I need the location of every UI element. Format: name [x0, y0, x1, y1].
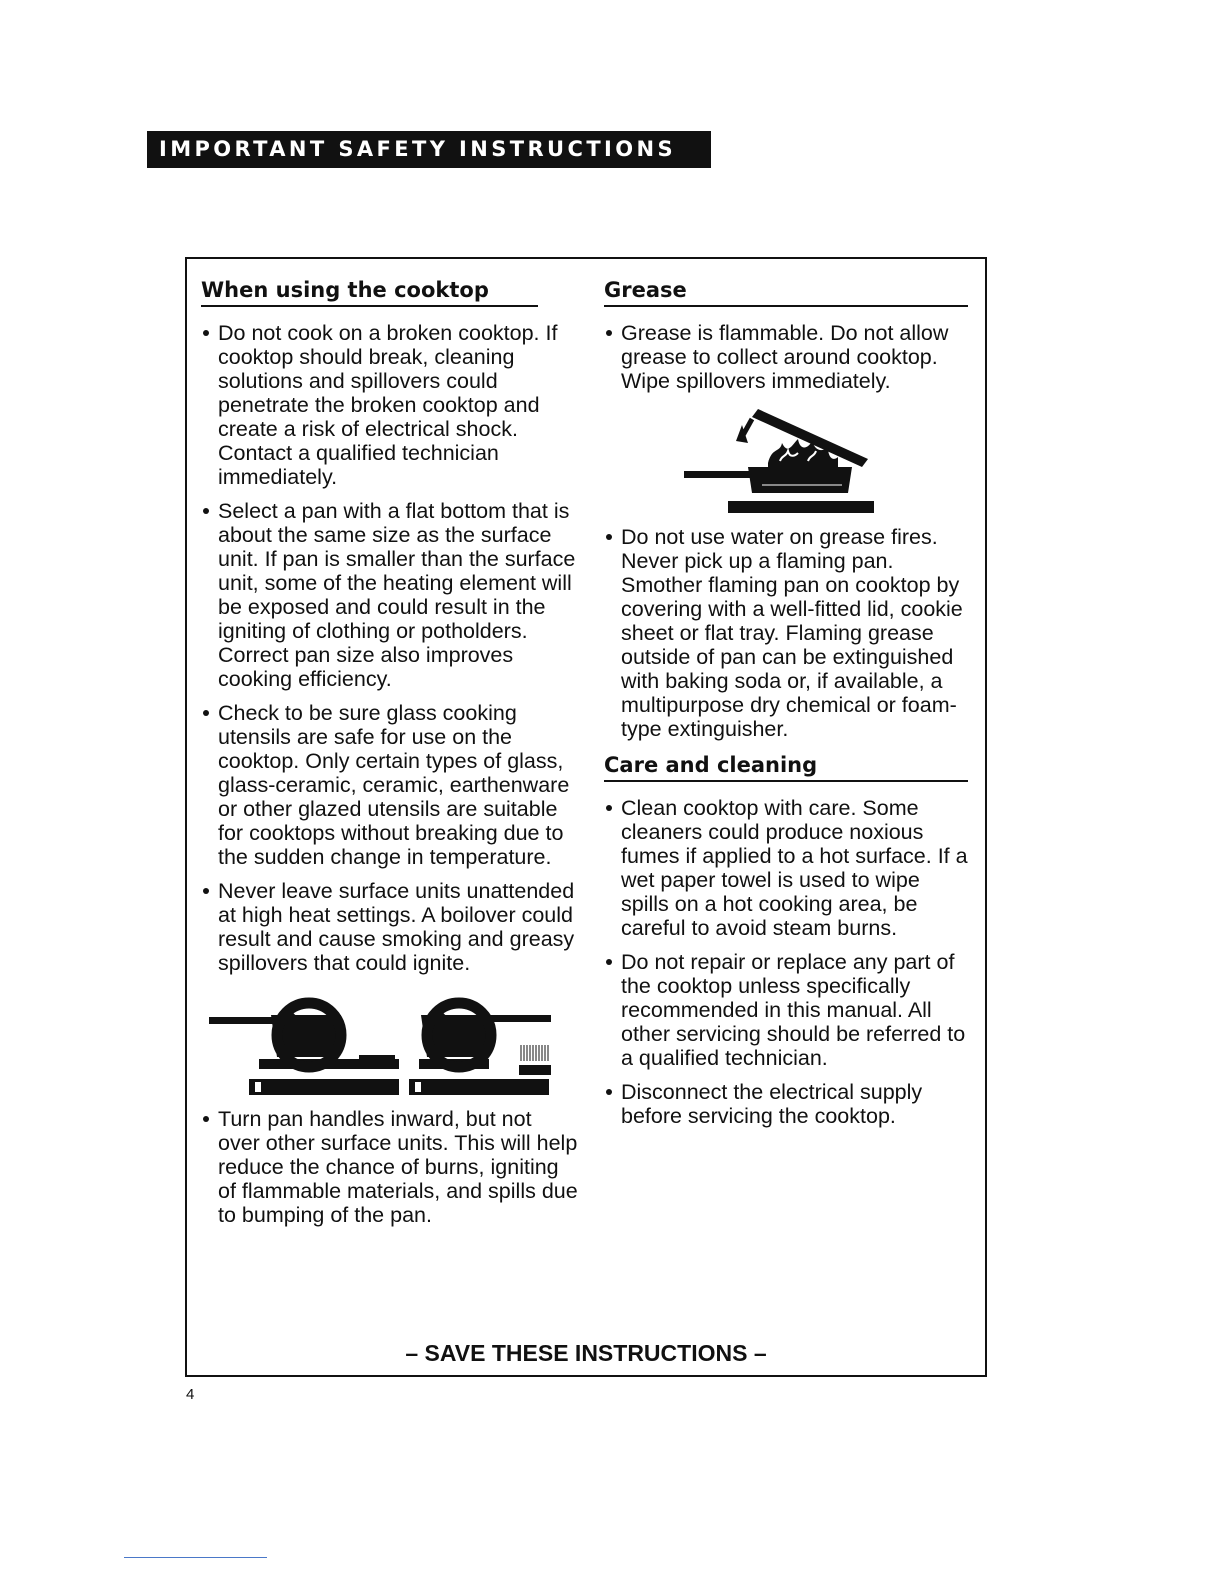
section-header-title: IMPORTANT SAFETY INSTRUCTIONS — [159, 137, 677, 161]
grease-bullet-list — [604, 321, 968, 393]
cooktop-section-title: When using the cooktop — [201, 276, 538, 307]
section-header-bar — [147, 131, 711, 168]
right-column — [604, 276, 968, 1138]
cooktop-bullet-list — [201, 321, 579, 975]
list-item: Do not cook on a broken cooktop. If cooktop should break, cleaning solutions and spillovers could penetrate the broken cooktop and create a risk of electrical shock. Contact a qualified technician immediately. — [201, 321, 579, 489]
save-instructions-footer: – SAVE THESE INSTRUCTIONS – — [405, 1340, 767, 1366]
grease-section-title: Grease — [604, 276, 968, 307]
list-item: Select a pan with a flat bottom that is about the same size as the surface unit. If pan is smaller than the surface unit, some of the heating element will be exposed and could result in the igniting of clothing or potholders. Correct pan size also improves cooking efficiency. — [201, 499, 579, 691]
list-item: Do not use water on grease fires. Never pick up a flaming pan. Smother flaming pan on cooktop by covering with a well-fitted lid, cookie sheet or flat tray. Flaming grease outside of pan can be extinguished with baking soda or, if available, a multipurpose dry chemical or foam-type extinguisher. — [604, 525, 968, 741]
care-bullet-list — [604, 796, 968, 1128]
footer-divider — [124, 1557, 267, 1558]
list-item: Clean cooktop with care. Some cleaners could produce noxious fumes if applied to a hot surface. If a wet paper towel is used to wipe spills on a hot cooking area, be careful to avoid steam burns. — [604, 796, 968, 940]
list-item: Grease is flammable. Do not allow grease to collect around cooktop. Wipe spillovers immediately. — [604, 321, 968, 393]
cooktop-bullet-list-continued — [201, 1107, 579, 1227]
grease-bullet-list-continued — [604, 525, 968, 741]
left-column — [201, 276, 579, 1237]
care-section-title: Care and cleaning — [604, 751, 968, 782]
list-item: Check to be sure glass cooking utensils are safe for use on the cooktop. Only certain types of glass, glass-ceramic, ceramic, earthenware or other glazed utensils are suitable for cooktops without breaking due to the sudden change in temperature. — [201, 701, 579, 869]
list-item: Turn pan handles inward, but not over other surface units. This will help reduce the chance of burns, igniting of flammable materials, and spills due to bumping of the pan. — [201, 1107, 579, 1227]
pan-handle-prohibited-icon — [209, 997, 559, 1097]
flaming-pan-lid-icon — [678, 403, 878, 515]
list-item: Do not repair or replace any part of the cooktop unless specifically recommended in this manual. All other servicing should be referred to a qualified technician. — [604, 950, 968, 1070]
page-number: 4 — [186, 1386, 195, 1403]
list-item: Never leave surface units unattended at high heat settings. A boilover could result and cause smoking and greasy spillovers that could ignite. — [201, 879, 579, 975]
list-item: Disconnect the electrical supply before servicing the cooktop. — [604, 1080, 968, 1128]
